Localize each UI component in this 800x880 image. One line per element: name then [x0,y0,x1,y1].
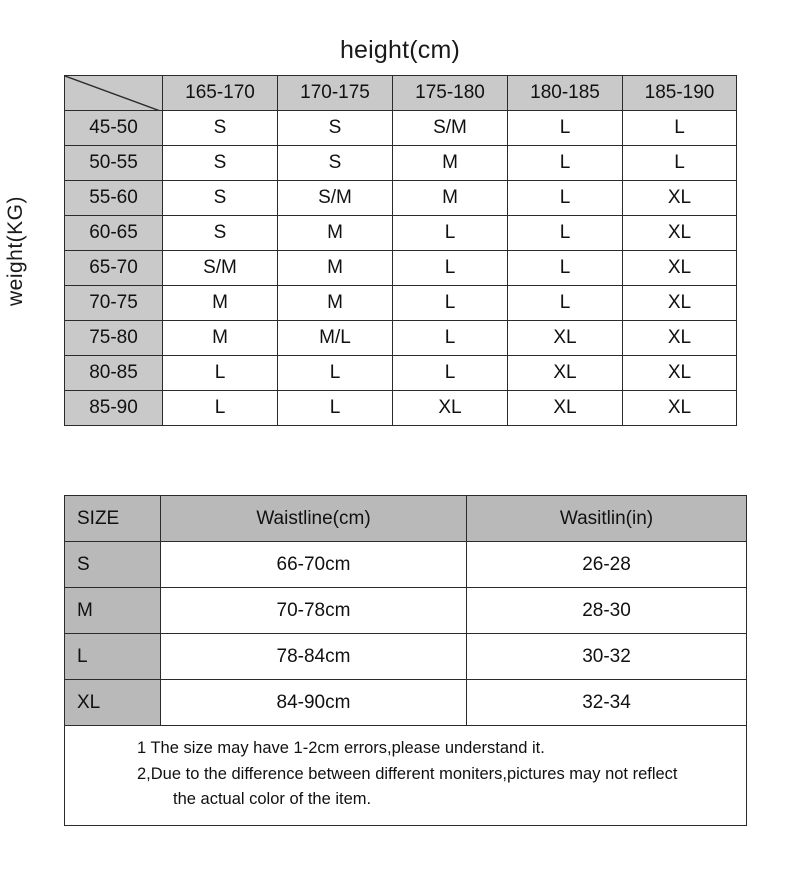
cell-45-50-185-190: L [623,111,737,146]
cell-80-85-180-185: XL [508,356,623,391]
cell-80-85-170-175: L [278,356,393,391]
cell-50-55-175-180: M [393,146,508,181]
waist-size-xl: XL [65,680,161,726]
row-header-60-65: 60-65 [65,216,163,251]
waistline-table [64,495,747,826]
table-row [65,111,737,146]
waist-header-row [65,496,747,542]
table-row [65,251,737,286]
waist-col-header-cm: Waistline(cm) [161,496,467,542]
waist-col-header-size: SIZE [65,496,161,542]
waist-size-m: M [65,588,161,634]
waist-cm-l: 78-84cm [161,634,467,680]
table-row [65,588,747,634]
note-line-2: 2,Due to the difference between different moniters,pictures may not reflect [137,764,678,783]
cell-80-85-185-190: XL [623,356,737,391]
col-header-170-175: 170-175 [278,76,393,111]
cell-60-65-180-185: L [508,216,623,251]
cell-70-75-180-185: L [508,286,623,321]
cell-70-75-170-175: M [278,286,393,321]
waist-cm-m: 70-78cm [161,588,467,634]
notes-row [65,726,747,826]
waist-in-l: 30-32 [467,634,747,680]
waist-size-l: L [65,634,161,680]
table-row [65,216,737,251]
cell-50-55-185-190: L [623,146,737,181]
table-row [65,542,747,588]
cell-45-50-170-175: S [278,111,393,146]
cell-85-90-170-175: L [278,391,393,426]
table-row [65,286,737,321]
cell-65-70-170-175: M [278,251,393,286]
cell-70-75-175-180: L [393,286,508,321]
cell-45-50-165-170: S [163,111,278,146]
notes-cell [65,726,747,826]
cell-85-90-175-180: XL [393,391,508,426]
cell-70-75-165-170: M [163,286,278,321]
cell-80-85-175-180: L [393,356,508,391]
cell-50-55-165-170: S [163,146,278,181]
table-row [65,356,737,391]
cell-80-85-165-170: L [163,356,278,391]
row-header-75-80: 75-80 [65,321,163,356]
cell-85-90-165-170: L [163,391,278,426]
waist-in-m: 28-30 [467,588,747,634]
cell-55-60-175-180: M [393,181,508,216]
cell-70-75-185-190: XL [623,286,737,321]
table-row [65,680,747,726]
size-table [64,75,737,426]
cell-60-65-165-170: S [163,216,278,251]
cell-60-65-175-180: L [393,216,508,251]
col-header-165-170: 165-170 [163,76,278,111]
cell-65-70-175-180: L [393,251,508,286]
waist-in-xl: 32-34 [467,680,747,726]
table-row [65,181,737,216]
waist-in-s: 26-28 [467,542,747,588]
cell-75-80-165-170: M [163,321,278,356]
table-row [65,321,737,356]
cell-75-80-170-175: M/L [278,321,393,356]
cell-65-70-185-190: XL [623,251,737,286]
table-row [65,634,747,680]
cell-55-60-180-185: L [508,181,623,216]
cell-60-65-185-190: XL [623,216,737,251]
cell-55-60-165-170: S [163,181,278,216]
diagonal-line-icon [65,76,162,110]
waist-size-s: S [65,542,161,588]
cell-45-50-180-185: L [508,111,623,146]
col-header-185-190: 185-190 [623,76,737,111]
table-row [65,146,737,181]
row-header-70-75: 70-75 [65,286,163,321]
note-line-1: 1 The size may have 1-2cm errors,please understand it. [137,739,545,757]
cell-45-50-175-180: S/M [393,111,508,146]
waist-col-header-in: Wasitlin(in) [467,496,747,542]
cell-75-80-175-180: L [393,321,508,356]
cell-65-70-180-185: L [508,251,623,286]
cell-85-90-180-185: XL [508,391,623,426]
cell-65-70-165-170: S/M [163,251,278,286]
col-header-180-185: 180-185 [508,76,623,111]
col-header-175-180: 175-180 [393,76,508,111]
table-row [65,391,737,426]
row-header-55-60: 55-60 [65,181,163,216]
cell-60-65-170-175: M [278,216,393,251]
waistline-table-container [64,495,746,826]
row-header-50-55: 50-55 [65,146,163,181]
cell-85-90-185-190: XL [623,391,737,426]
cell-55-60-185-190: XL [623,181,737,216]
waist-cm-xl: 84-90cm [161,680,467,726]
page-title: height(cm) [339,36,461,64]
weight-axis-label: weight(KG) [4,196,27,307]
row-header-80-85: 80-85 [65,356,163,391]
row-header-85-90: 85-90 [65,391,163,426]
note-line-3: the actual color of the item. [173,790,372,809]
diagonal-corner-cell [65,76,163,111]
size-table-container [64,75,736,426]
table-header-row [65,76,737,111]
row-header-45-50: 45-50 [65,111,163,146]
cell-75-80-185-190: XL [623,321,737,356]
row-header-65-70: 65-70 [65,251,163,286]
cell-50-55-170-175: S [278,146,393,181]
cell-75-80-180-185: XL [508,321,623,356]
cell-50-55-180-185: L [508,146,623,181]
waist-cm-s: 66-70cm [161,542,467,588]
cell-55-60-170-175: S/M [278,181,393,216]
